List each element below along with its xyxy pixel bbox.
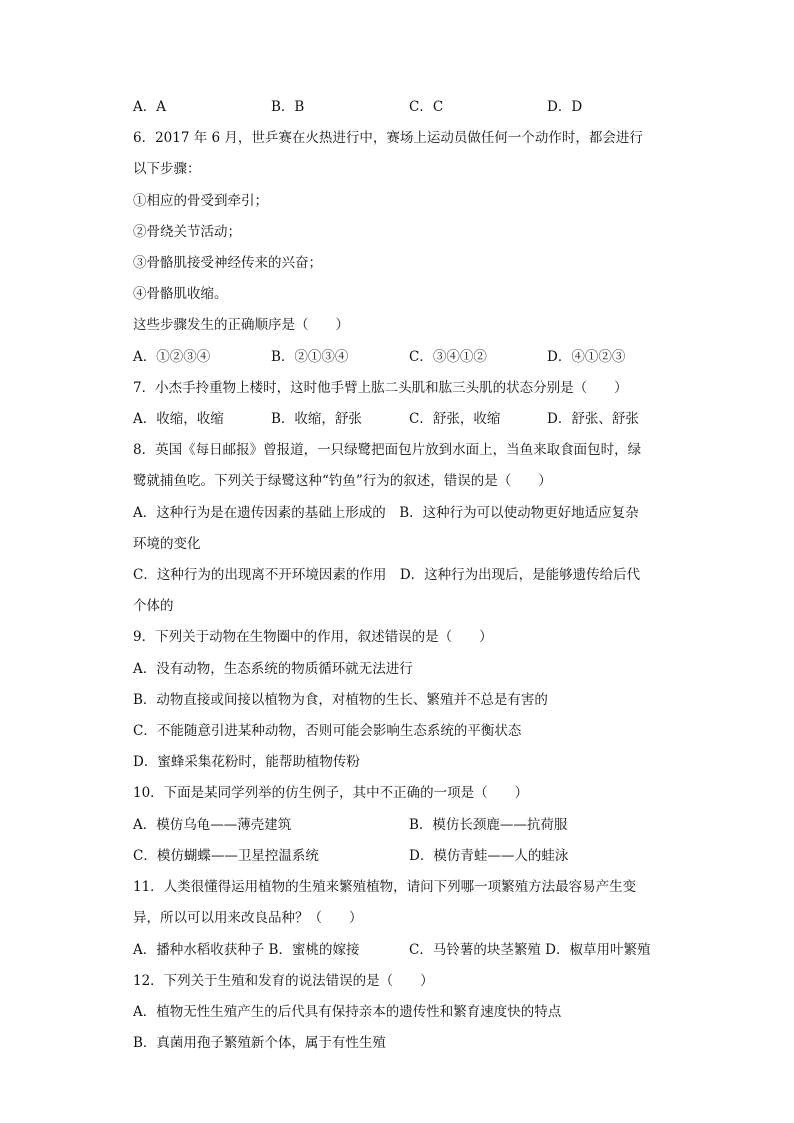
- q6-step-1: ①相应的骨受到牵引；: [133, 193, 268, 209]
- q8-options-cd-line1: C．这种行为的出现离不开环境因素的作用 D．这种行为出现后，是能够遗传给后代: [133, 567, 641, 583]
- q9-option-c: C．不能随意引进某种动物，否则可能会影响生态系统的平衡状态: [133, 723, 522, 739]
- q11-option-cd: C．马铃薯的块茎繁殖 D．椒草用叶繁殖: [409, 942, 651, 958]
- q6-option-b: B．②①③④: [271, 349, 349, 365]
- q10-option-b: B．模仿长颈鹿——抗荷服: [409, 817, 568, 833]
- q5-option-a: A．A: [133, 99, 166, 115]
- q8-options-cd-line2: 个体的: [133, 598, 174, 614]
- q7-option-c: C．舒张，收缩: [409, 411, 501, 427]
- q11-stem-line2: 异，所以可以用来改良品种？（ ）: [133, 910, 363, 926]
- q8-stem-line1: 8．英国《每日邮报》曾报道，一只绿鹭把面包片放到水面上，当鱼来取食面包时，绿: [133, 442, 642, 458]
- q9-option-b: B．动物直接或间接以植物为食，对植物的生长、繁殖并不总是有害的: [133, 692, 548, 708]
- q6-stem-line2: 以下步骤：: [133, 161, 201, 177]
- q10-stem: 10．下面是某同学列举的仿生例子，其中不正确的一项是（ ）: [133, 785, 529, 801]
- q10-option-c: C．模仿蝴蝶——卫星控温系统: [133, 848, 319, 864]
- q8-options-ab-line2: 环境的变化: [133, 536, 201, 552]
- q10-option-d: D．模仿青蛙——人的蛙泳: [409, 848, 569, 864]
- q12-stem: 12．下列关于生殖和发育的说法错误的是（ ）: [133, 973, 434, 989]
- q6-option-c: C．③④①②: [409, 349, 487, 365]
- q5-option-d: D．D: [547, 99, 583, 115]
- q6-stem-line1: 6．2017 年 6 月，世乒赛在火热进行中，赛场上运动员做任何一个动作时，都会进行: [133, 130, 643, 146]
- q5-option-b: B．B: [271, 99, 305, 115]
- q6-step-3: ③骨骼肌接受神经传来的兴奋；: [133, 255, 322, 271]
- q8-stem-line2: 鹭就捕鱼吃。下列关于绿鹭这种“钓鱼”行为的叙述，错误的是（ ）: [133, 473, 552, 489]
- q11-option-ab: A．播种水稻收获种子 B．蜜桃的嫁接: [133, 942, 360, 958]
- q6-question: 这些步骤发生的正确顺序是（ ）: [133, 317, 349, 333]
- q9-option-d: D．蜜蜂采集花粉时，能帮助植物传粉: [133, 754, 360, 770]
- q9-option-a: A．没有动物，生态系统的物质循环就无法进行: [133, 661, 413, 677]
- q8-options-ab-line1: A．这种行为是在遗传因素的基础上形成的 B．这种行为可以使动物更好地适应复杂: [133, 505, 639, 521]
- q12-option-a: A．植物无性生殖产生的后代具有保持亲本的遗传性和繁育速度快的特点: [133, 1004, 562, 1020]
- q6-option-a: A．①②③④: [133, 349, 211, 365]
- q12-option-b: B．真菌用孢子繁殖新个体，属于有性生殖: [133, 1035, 386, 1051]
- q7-stem: 7．小杰手拎重物上楼时，这时他手臂上肱二头肌和肱三头肌的状态分别是（ ）: [133, 380, 628, 396]
- q7-option-a: A．收缩，收缩: [133, 411, 224, 427]
- q6-step-4: ④骨骼肌收缩。: [133, 286, 228, 302]
- q7-option-b: B．收缩，舒张: [271, 411, 362, 427]
- q7-option-d: D．舒张、舒张: [547, 411, 639, 427]
- q5-option-c: C．C: [409, 99, 444, 115]
- q10-option-a: A．模仿乌龟——薄壳建筑: [133, 817, 292, 833]
- q6-step-2: ②骨绕关节活动；: [133, 224, 241, 240]
- q6-option-d: D．④①②③: [547, 349, 626, 365]
- q11-stem-line1: 11．人类很懂得运用植物的生殖来繁殖植物，请问下列哪一项繁殖方法最容易产生变: [133, 879, 637, 895]
- q9-stem: 9．下列关于动物在生物圈中的作用，叙述错误的是（ ）: [133, 629, 493, 645]
